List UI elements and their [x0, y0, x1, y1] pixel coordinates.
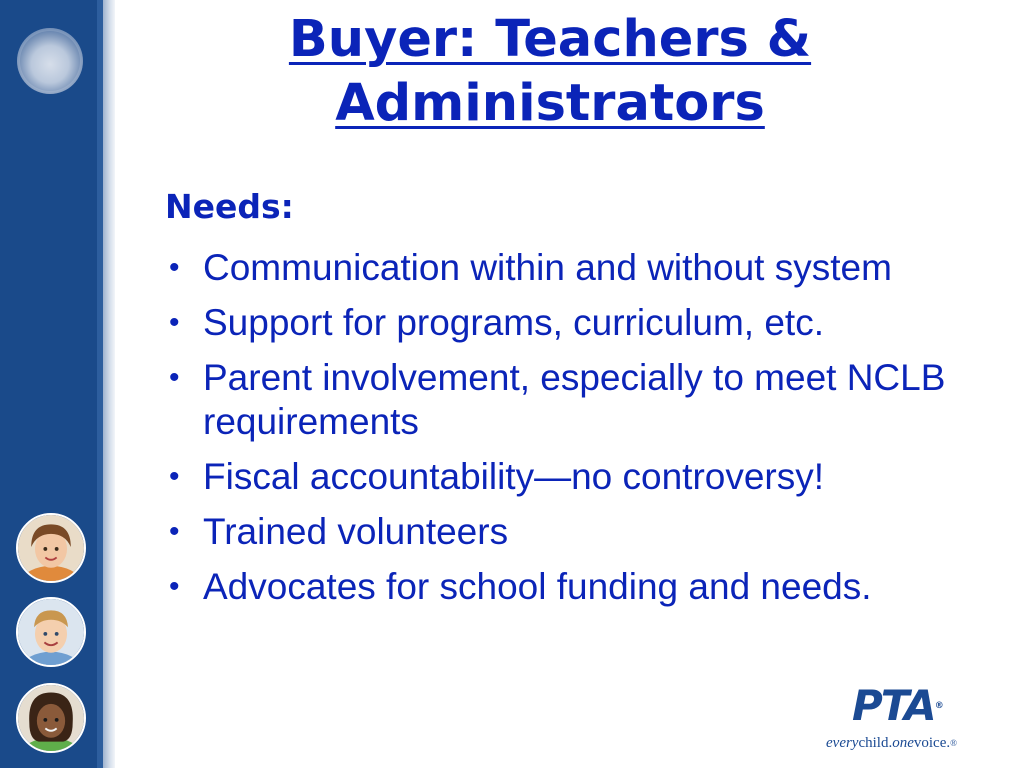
sidebar-stripe [103, 0, 115, 768]
list-item [165, 455, 985, 499]
tagline-registered-mark: ® [950, 738, 957, 748]
slide-title [140, 8, 960, 136]
list-item [165, 510, 985, 554]
decorative-circle-icon [17, 28, 83, 94]
list-item [165, 565, 985, 609]
pta-logo-mark [852, 681, 992, 730]
bullet-icon: • [169, 460, 180, 493]
needs-subheading: Needs: [165, 187, 294, 226]
child-photo-girl-2 [16, 683, 86, 753]
slide-title-line2: Administrators [335, 74, 765, 133]
tagline-child: child. [858, 735, 893, 751]
registered-mark: ® [934, 701, 944, 711]
list-item-text: Communication within and without system [203, 247, 892, 288]
list-item-text: Advocates for school funding and needs. [203, 566, 872, 607]
list-item-text: Fiscal accountability—no controversy! [203, 456, 825, 497]
child-photo-boy [16, 597, 86, 667]
slide-title-line1: Buyer: Teachers & [288, 10, 812, 69]
pta-tagline [826, 734, 1004, 752]
list-item [165, 356, 985, 444]
list-item [165, 246, 985, 290]
list-item [165, 301, 985, 345]
bullet-icon: • [169, 570, 180, 603]
bullet-icon: • [169, 251, 180, 284]
tagline-voice: voice. [913, 735, 951, 751]
list-item-text: Parent involvement, especially to meet NCLB requirements [203, 357, 946, 442]
child-photo-girl [16, 513, 86, 583]
bullet-icon: • [169, 515, 180, 548]
pta-logo-text: PTA [852, 681, 935, 730]
list-item-text: Trained volunteers [203, 511, 509, 552]
tagline-every: every [826, 735, 859, 751]
bullet-icon: • [169, 306, 180, 339]
bullet-icon: • [169, 361, 180, 394]
list-item-text: Support for programs, curriculum, etc. [203, 302, 824, 343]
tagline-one: one [892, 735, 914, 751]
pta-logo [826, 681, 1004, 754]
needs-list [165, 246, 985, 620]
